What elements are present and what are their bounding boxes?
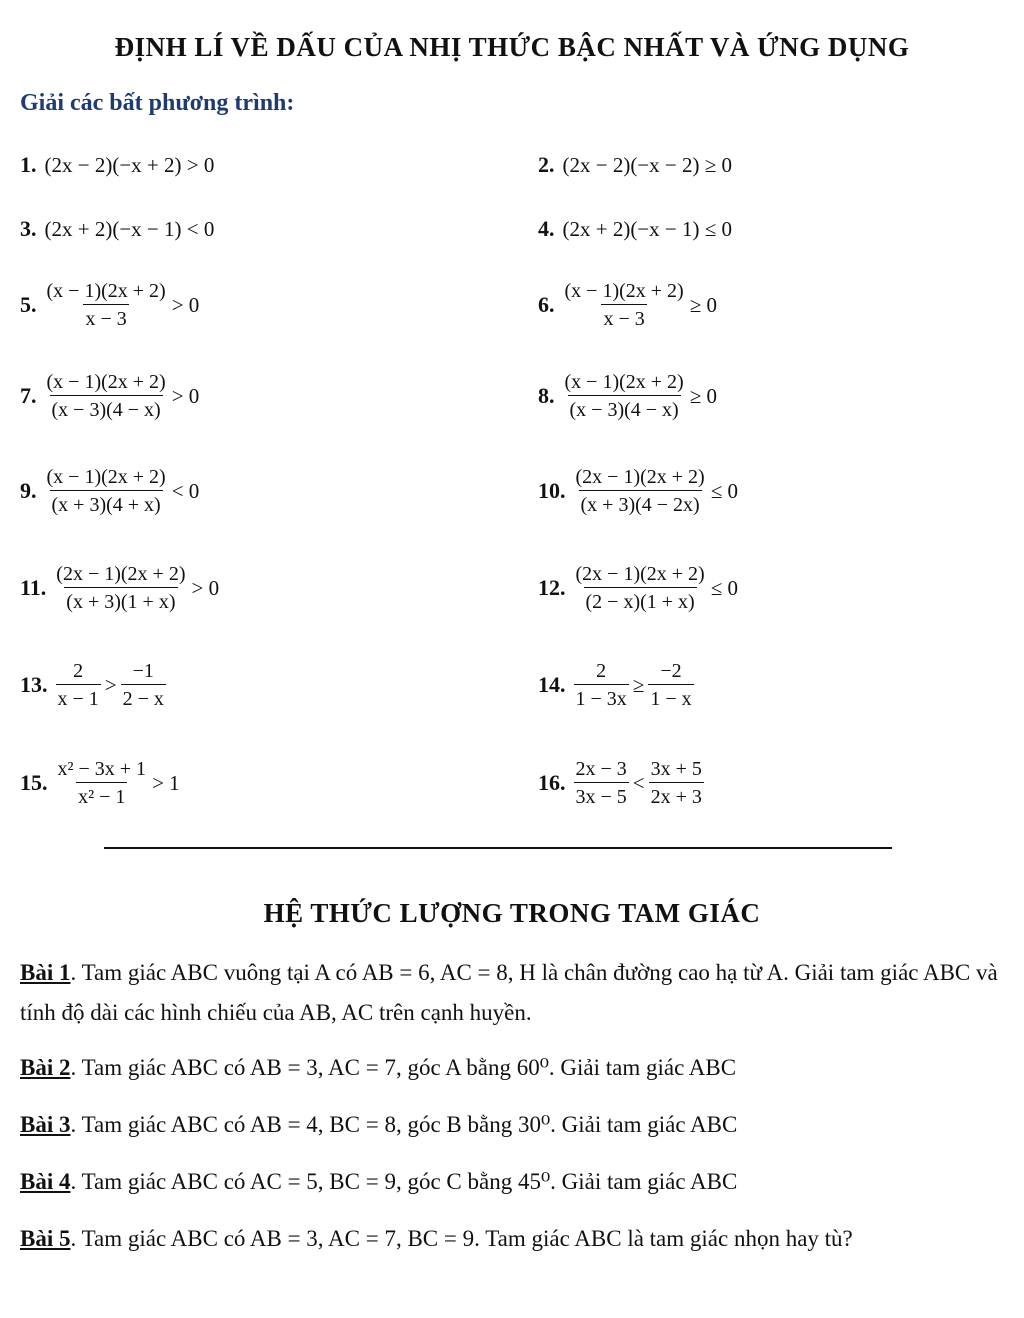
numerator: (x − 1)(2x + 2): [564, 279, 684, 302]
exercise-text: . Tam giác ABC có AC = 5, BC = 9, góc C bằng 45⁰. Giải tam giác ABC: [70, 1169, 738, 1194]
problem-10: [538, 456, 738, 526]
numerator: x² − 3x + 1: [57, 757, 147, 780]
problem-number: 6.: [538, 292, 555, 317]
numerator: (x − 1)(2x + 2): [46, 370, 166, 393]
numerator: (x − 1)(2x + 2): [564, 370, 684, 393]
fraction: [563, 279, 686, 332]
problem-number: 2.: [538, 152, 555, 177]
problem-number: 12.: [538, 575, 566, 600]
problem-number: 10.: [538, 478, 566, 503]
denominator: 1 − x: [648, 684, 693, 712]
problem-number: 11.: [20, 575, 47, 600]
numerator: (2x − 1)(2x + 2): [56, 562, 186, 585]
problem-2: [538, 130, 732, 200]
problem-number: 15.: [20, 770, 48, 795]
relation: > 0: [191, 575, 220, 600]
numerator: (x − 1)(2x + 2): [46, 465, 166, 488]
fraction-right: [121, 659, 166, 712]
problem-3: [20, 194, 214, 264]
fraction: [574, 465, 707, 518]
problem-13: [20, 650, 166, 720]
problem-16: [538, 748, 704, 818]
fraction: [574, 562, 707, 615]
numerator: −1: [132, 659, 154, 682]
relation: <: [632, 770, 645, 795]
exercise-label: Bài 1: [20, 960, 71, 985]
exercise-3: [20, 1105, 1005, 1145]
numerator: 3x + 5: [650, 757, 702, 780]
relation: ≤ 0: [710, 478, 738, 503]
fraction: [56, 757, 149, 810]
problem-14: [538, 650, 694, 720]
problem-6: [538, 270, 717, 340]
exercise-4: [20, 1162, 1005, 1202]
section-divider: [104, 847, 892, 849]
exercise-1: [20, 953, 1005, 1033]
denominator: 3x − 5: [574, 782, 629, 810]
problem-5: [20, 270, 199, 340]
numerator: (2x − 1)(2x + 2): [575, 465, 705, 488]
section-title-sign-theorem: ĐỊNH LÍ VỀ DẤU CỦA NHỊ THỨC BẬC NHẤT VÀ ỨNG DỤNG: [114, 32, 910, 62]
problem-number: 8.: [538, 383, 555, 408]
problem-expression: (2x + 2)(−x − 1) < 0: [44, 216, 215, 241]
numerator: 2x − 3: [575, 757, 627, 780]
relation: < 0: [171, 478, 200, 503]
fraction: [56, 659, 101, 712]
fraction: [574, 757, 629, 810]
problem-8: [538, 361, 717, 431]
problem-number: 3.: [20, 216, 37, 241]
relation: ≥ 0: [689, 383, 717, 408]
numerator: 2: [596, 659, 607, 682]
exercise-text: . Tam giác ABC có AB = 3, AC = 7, góc A bằng 60⁰. Giải tam giác ABC: [70, 1055, 737, 1080]
denominator: (x − 3)(4 − x): [50, 395, 163, 423]
problem-number: 1.: [20, 152, 37, 177]
numerator: (x − 1)(2x + 2): [46, 279, 166, 302]
denominator: (2 − x)(1 + x): [584, 587, 697, 615]
section-title-triangle: HỆ THỨC LƯỢNG TRONG TAM GIÁC: [263, 898, 761, 928]
exercise-label: Bài 3: [20, 1112, 71, 1137]
problem-expression: (2x − 2)(−x − 2) ≥ 0: [562, 152, 733, 177]
relation: > 0: [171, 292, 200, 317]
numerator: −2: [660, 659, 682, 682]
problem-4: [538, 194, 732, 264]
problem-7: [20, 361, 199, 431]
problem-expression: (2x − 2)(−x + 2) > 0: [44, 152, 215, 177]
numerator: (2x − 1)(2x + 2): [575, 562, 705, 585]
fraction: [563, 370, 686, 423]
denominator: x² − 1: [76, 782, 127, 810]
denominator: (x + 3)(4 − 2x): [579, 490, 702, 518]
problem-number: 16.: [538, 770, 566, 795]
problem-number: 9.: [20, 478, 37, 503]
denominator: x − 3: [601, 304, 646, 332]
fraction: [574, 659, 629, 712]
exercise-5: [20, 1219, 1005, 1259]
exercise-text: . Tam giác ABC có AB = 4, BC = 8, góc B bằng 30⁰. Giải tam giác ABC: [70, 1112, 738, 1137]
denominator: 2 − x: [121, 684, 166, 712]
fraction: [45, 370, 168, 423]
numerator: 2: [73, 659, 84, 682]
exercise-text: . Tam giác ABC có AB = 3, AC = 7, BC = 9. Tam giác ABC là tam giác nhọn hay tù?: [70, 1226, 853, 1251]
fraction: [54, 562, 187, 615]
exercise-label: Bài 5: [20, 1226, 71, 1251]
denominator: 1 − 3x: [574, 684, 629, 712]
problem-number: 13.: [20, 672, 48, 697]
problem-11: [20, 553, 219, 623]
relation: >: [104, 672, 117, 697]
problem-number: 14.: [538, 672, 566, 697]
instruction-text: Giải các bất phương trình:: [20, 90, 295, 116]
problem-12: [538, 553, 738, 623]
exercise-text: . Tam giác ABC vuông tại A có AB = 6, AC = 8, H là chân đường cao hạ từ A. Giải tam giác ABC và tính độ dài các hình chiếu của AB, AC trên cạnh huyền.: [20, 960, 998, 1025]
fraction-right: [648, 659, 693, 712]
problem-1: [20, 130, 214, 200]
problem-expression: (2x + 2)(−x − 1) ≤ 0: [562, 216, 733, 241]
fraction: [45, 279, 168, 332]
denominator: x − 1: [56, 684, 101, 712]
denominator: (x + 3)(1 + x): [64, 587, 177, 615]
problem-9: [20, 456, 199, 526]
denominator: x − 3: [83, 304, 128, 332]
relation: ≥: [632, 672, 645, 697]
problem-number: 5.: [20, 292, 37, 317]
denominator: (x − 3)(4 − x): [568, 395, 681, 423]
fraction: [45, 465, 168, 518]
relation: ≤ 0: [710, 575, 738, 600]
denominator: 2x + 3: [649, 782, 704, 810]
problem-number: 4.: [538, 216, 555, 241]
denominator: (x + 3)(4 + x): [50, 490, 163, 518]
relation: ≥ 0: [689, 292, 717, 317]
exercise-label: Bài 2: [20, 1055, 71, 1080]
fraction-right: [649, 757, 704, 810]
problem-15: [20, 748, 180, 818]
relation: > 1: [152, 770, 180, 795]
problem-number: 7.: [20, 383, 37, 408]
exercise-label: Bài 4: [20, 1169, 71, 1194]
relation: > 0: [171, 383, 200, 408]
exercise-2: [20, 1048, 1005, 1088]
